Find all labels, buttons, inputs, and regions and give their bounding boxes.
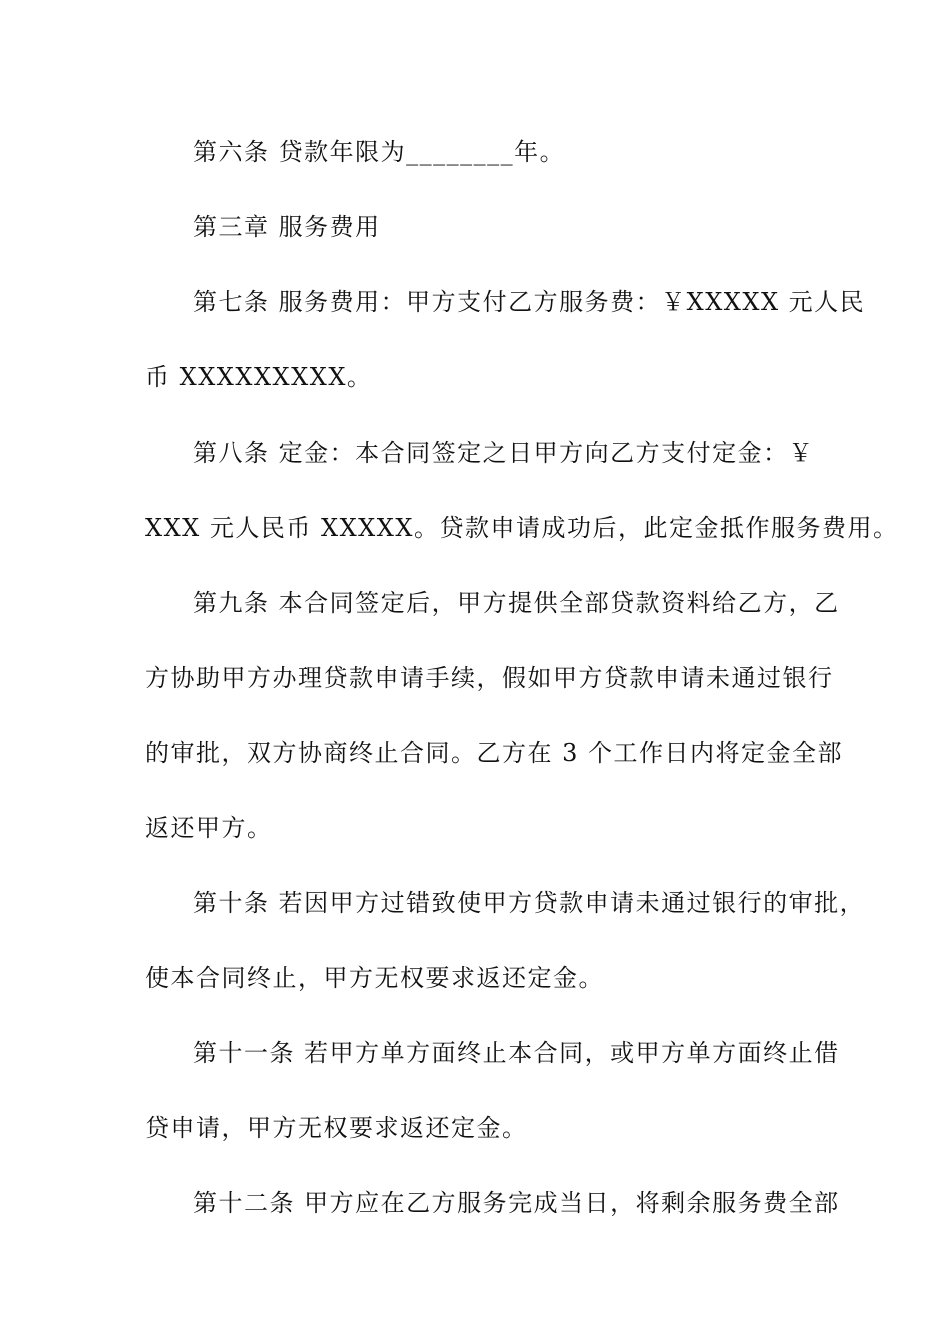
clause-7-line-2: 币 XXXXXXXXX。 [145, 363, 373, 391]
clause-9-line-1: 第九条 本合同签定后，甲方提供全部贷款资料给乙方，乙 [193, 589, 840, 617]
clause-7-line-1: 第七条 服务费用：甲方支付乙方服务费：￥XXXXX 元人民 [193, 288, 866, 316]
clause-12-line-1: 第十二条 甲方应在乙方服务完成当日，将剩余服务费全部 [193, 1189, 840, 1217]
clause-11-line-2: 贷申请，甲方无权要求返还定金。 [145, 1114, 528, 1142]
clause-9-line-4: 返还甲方。 [145, 814, 273, 842]
clause-9-line-3: 的审批，双方协商终止合同。乙方在 3 个工作日内将定金全部 [145, 739, 844, 767]
clause-9-line-2: 方协助甲方办理贷款申请手续，假如甲方贷款申请未通过银行 [145, 664, 834, 692]
clause-11-line-1: 第十一条 若甲方单方面终止本合同，或甲方单方面终止借 [193, 1039, 840, 1067]
clause-6-line: 第六条 贷款年限为________年。 [193, 138, 566, 166]
clause-8-line-2: XXX 元人民币 XXXXX。贷款申请成功后，此定金抵作服务费用。 [145, 514, 899, 542]
clause-10-line-1: 第十条 若因甲方过错致使甲方贷款申请未通过银行的审批， [193, 889, 866, 917]
clause-10-line-2: 使本合同终止，甲方无权要求返还定金。 [145, 964, 604, 992]
chapter-3-heading: 第三章 服务费用 [193, 213, 381, 241]
clause-8-line-1: 第八条 定金：本合同签定之日甲方向乙方支付定金：￥ [193, 439, 815, 467]
